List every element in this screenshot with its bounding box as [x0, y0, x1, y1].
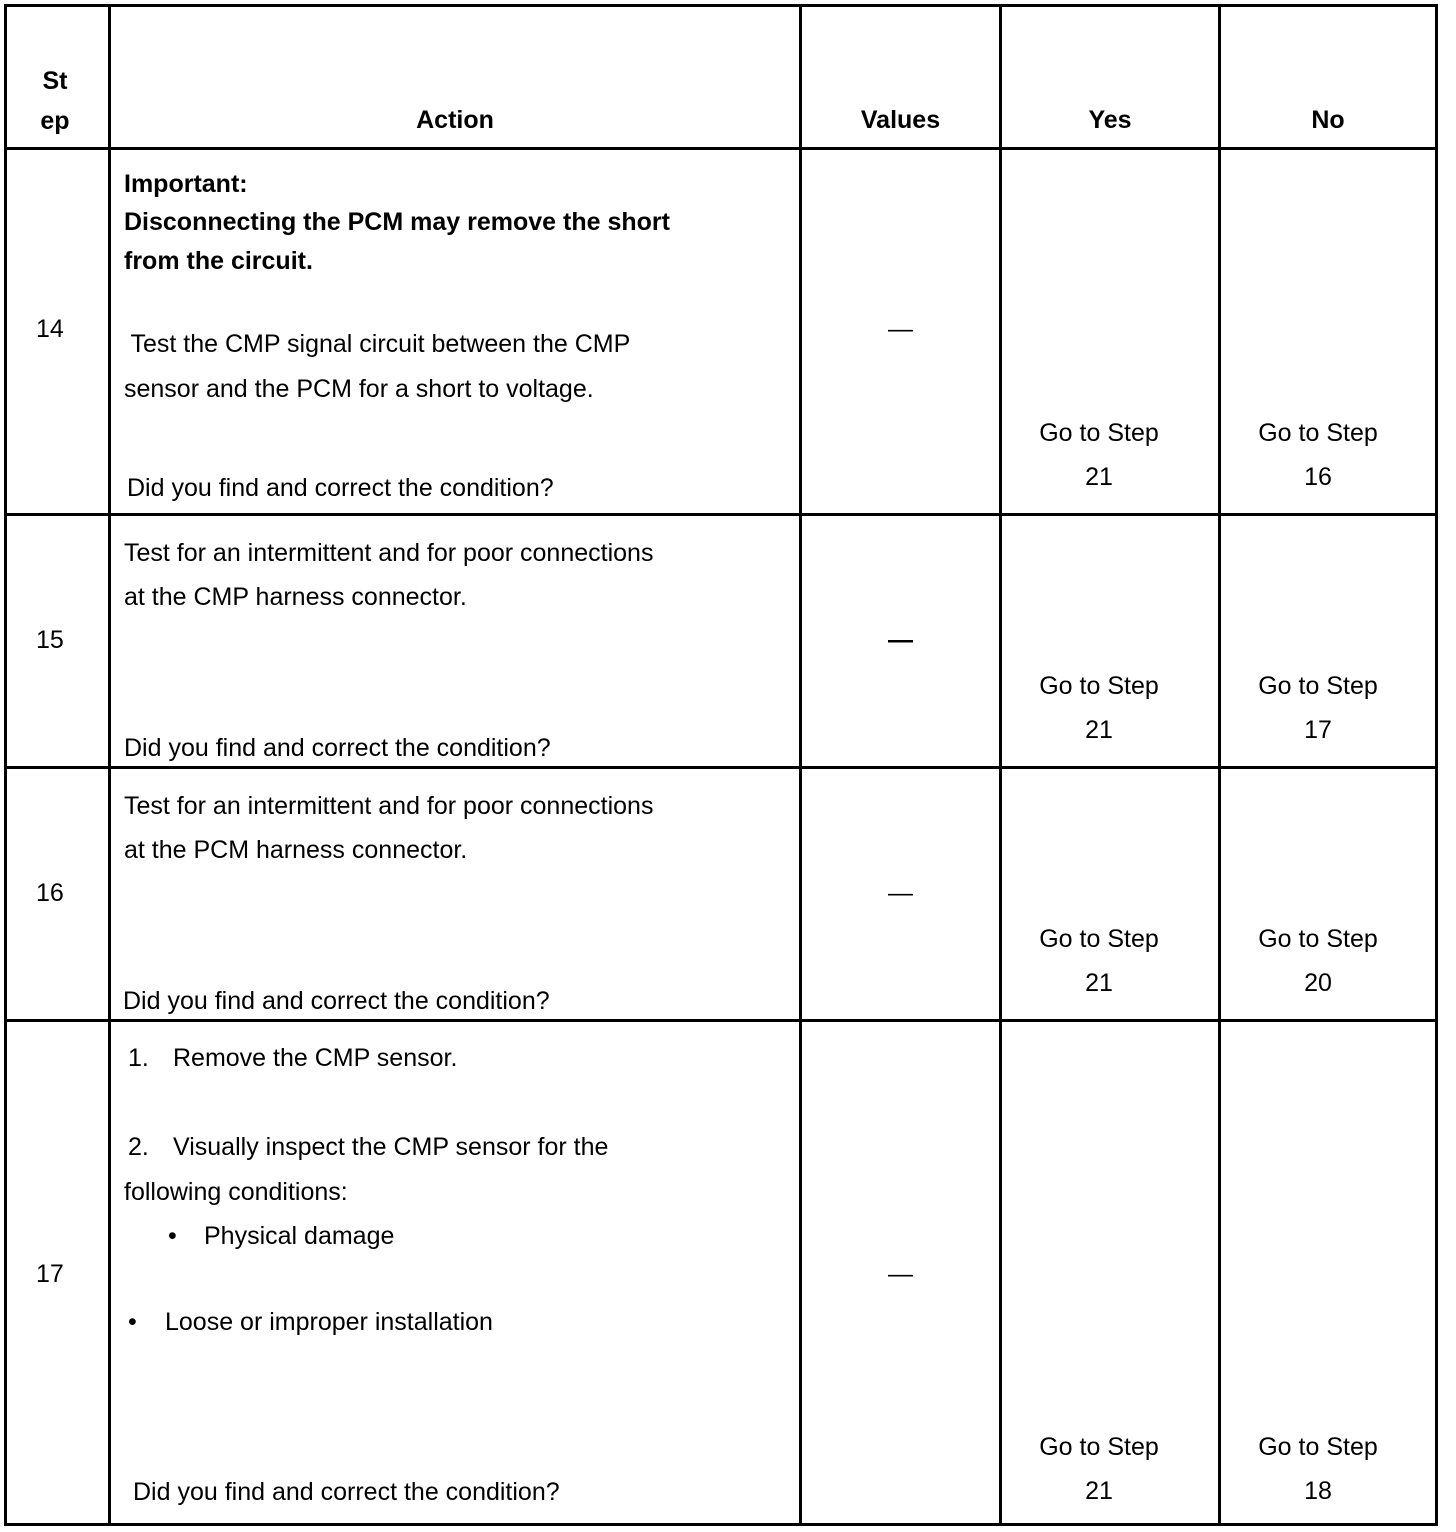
header-step-line2: ep — [40, 107, 70, 135]
bullet-text: Loose or improper installation — [165, 1308, 493, 1336]
header-step-line1: St — [42, 67, 68, 95]
step-number: 16 — [36, 879, 64, 907]
bullet-icon: • — [168, 1222, 177, 1250]
list-item-number: 1. — [128, 1044, 149, 1072]
value-cell: — — [888, 315, 913, 343]
step-number: 14 — [36, 315, 64, 343]
column-divider — [1218, 7, 1221, 1523]
yes-go-to-line1: Go to Step — [1039, 1433, 1159, 1461]
diagnostic-table — [4, 4, 1438, 1526]
header-action: Action — [416, 106, 494, 134]
header-no: No — [1311, 106, 1345, 134]
yes-go-to-step: 21 — [1085, 1477, 1113, 1505]
no-go-to-line1: Go to Step — [1258, 672, 1378, 700]
action-question: Did you find and correct the condition? — [133, 1478, 560, 1506]
row-divider — [7, 147, 1435, 150]
step-number: 15 — [36, 626, 64, 654]
action-line2: at the CMP harness connector. — [124, 583, 467, 611]
yes-go-to-line1: Go to Step — [1039, 925, 1159, 953]
header-yes: Yes — [1088, 106, 1132, 134]
yes-go-to-step: 21 — [1085, 463, 1113, 491]
row-divider — [7, 766, 1435, 769]
action-line1: Test for an intermittent and for poor connections — [124, 539, 654, 567]
list-item-text: Visually inspect the CMP sensor for the — [173, 1133, 609, 1161]
list-item-number: 2. — [128, 1133, 149, 1161]
action-line2: at the PCM harness connector. — [124, 836, 468, 864]
no-go-to-line1: Go to Step — [1258, 925, 1378, 953]
list-item-text: Remove the CMP sensor. — [173, 1044, 458, 1072]
row-divider — [7, 513, 1435, 516]
action-line2: sensor and the PCM for a short to voltage. — [124, 375, 594, 403]
value-cell: — — [888, 1260, 913, 1288]
bullet-text: Physical damage — [204, 1222, 395, 1250]
bullet-icon: • — [128, 1308, 137, 1336]
no-go-to-step: 18 — [1304, 1477, 1332, 1505]
no-go-to-line1: Go to Step — [1258, 1433, 1378, 1461]
header-values: Values — [860, 106, 941, 134]
yes-go-to-line1: Go to Step — [1039, 672, 1159, 700]
action-question: Did you find and correct the condition? — [127, 474, 554, 502]
no-go-to-line1: Go to Step — [1258, 419, 1378, 447]
column-divider — [799, 7, 802, 1523]
no-go-to-step: 16 — [1304, 463, 1332, 491]
yes-go-to-step: 21 — [1085, 969, 1113, 997]
important-label: Important: — [124, 170, 248, 198]
yes-go-to-step: 21 — [1085, 716, 1113, 744]
step-number: 17 — [36, 1260, 64, 1288]
value-cell: — — [888, 626, 913, 654]
action-question: Did you find and correct the condition? — [124, 734, 551, 762]
yes-go-to-line1: Go to Step — [1039, 419, 1159, 447]
no-go-to-step: 20 — [1304, 969, 1332, 997]
column-divider — [108, 7, 111, 1523]
action-line1: Test the CMP signal circuit between the CMP — [124, 330, 631, 358]
no-go-to-step: 17 — [1304, 716, 1332, 744]
column-divider — [999, 7, 1002, 1523]
value-cell: — — [888, 879, 913, 907]
row-divider — [7, 1019, 1435, 1022]
action-line1: Test for an intermittent and for poor connections — [124, 792, 654, 820]
important-note-line2: from the circuit. — [124, 247, 313, 275]
important-note-line1: Disconnecting the PCM may remove the short — [124, 208, 670, 236]
action-question: Did you find and correct the condition? — [123, 987, 550, 1015]
list-item-text-continued: following conditions: — [124, 1178, 348, 1206]
